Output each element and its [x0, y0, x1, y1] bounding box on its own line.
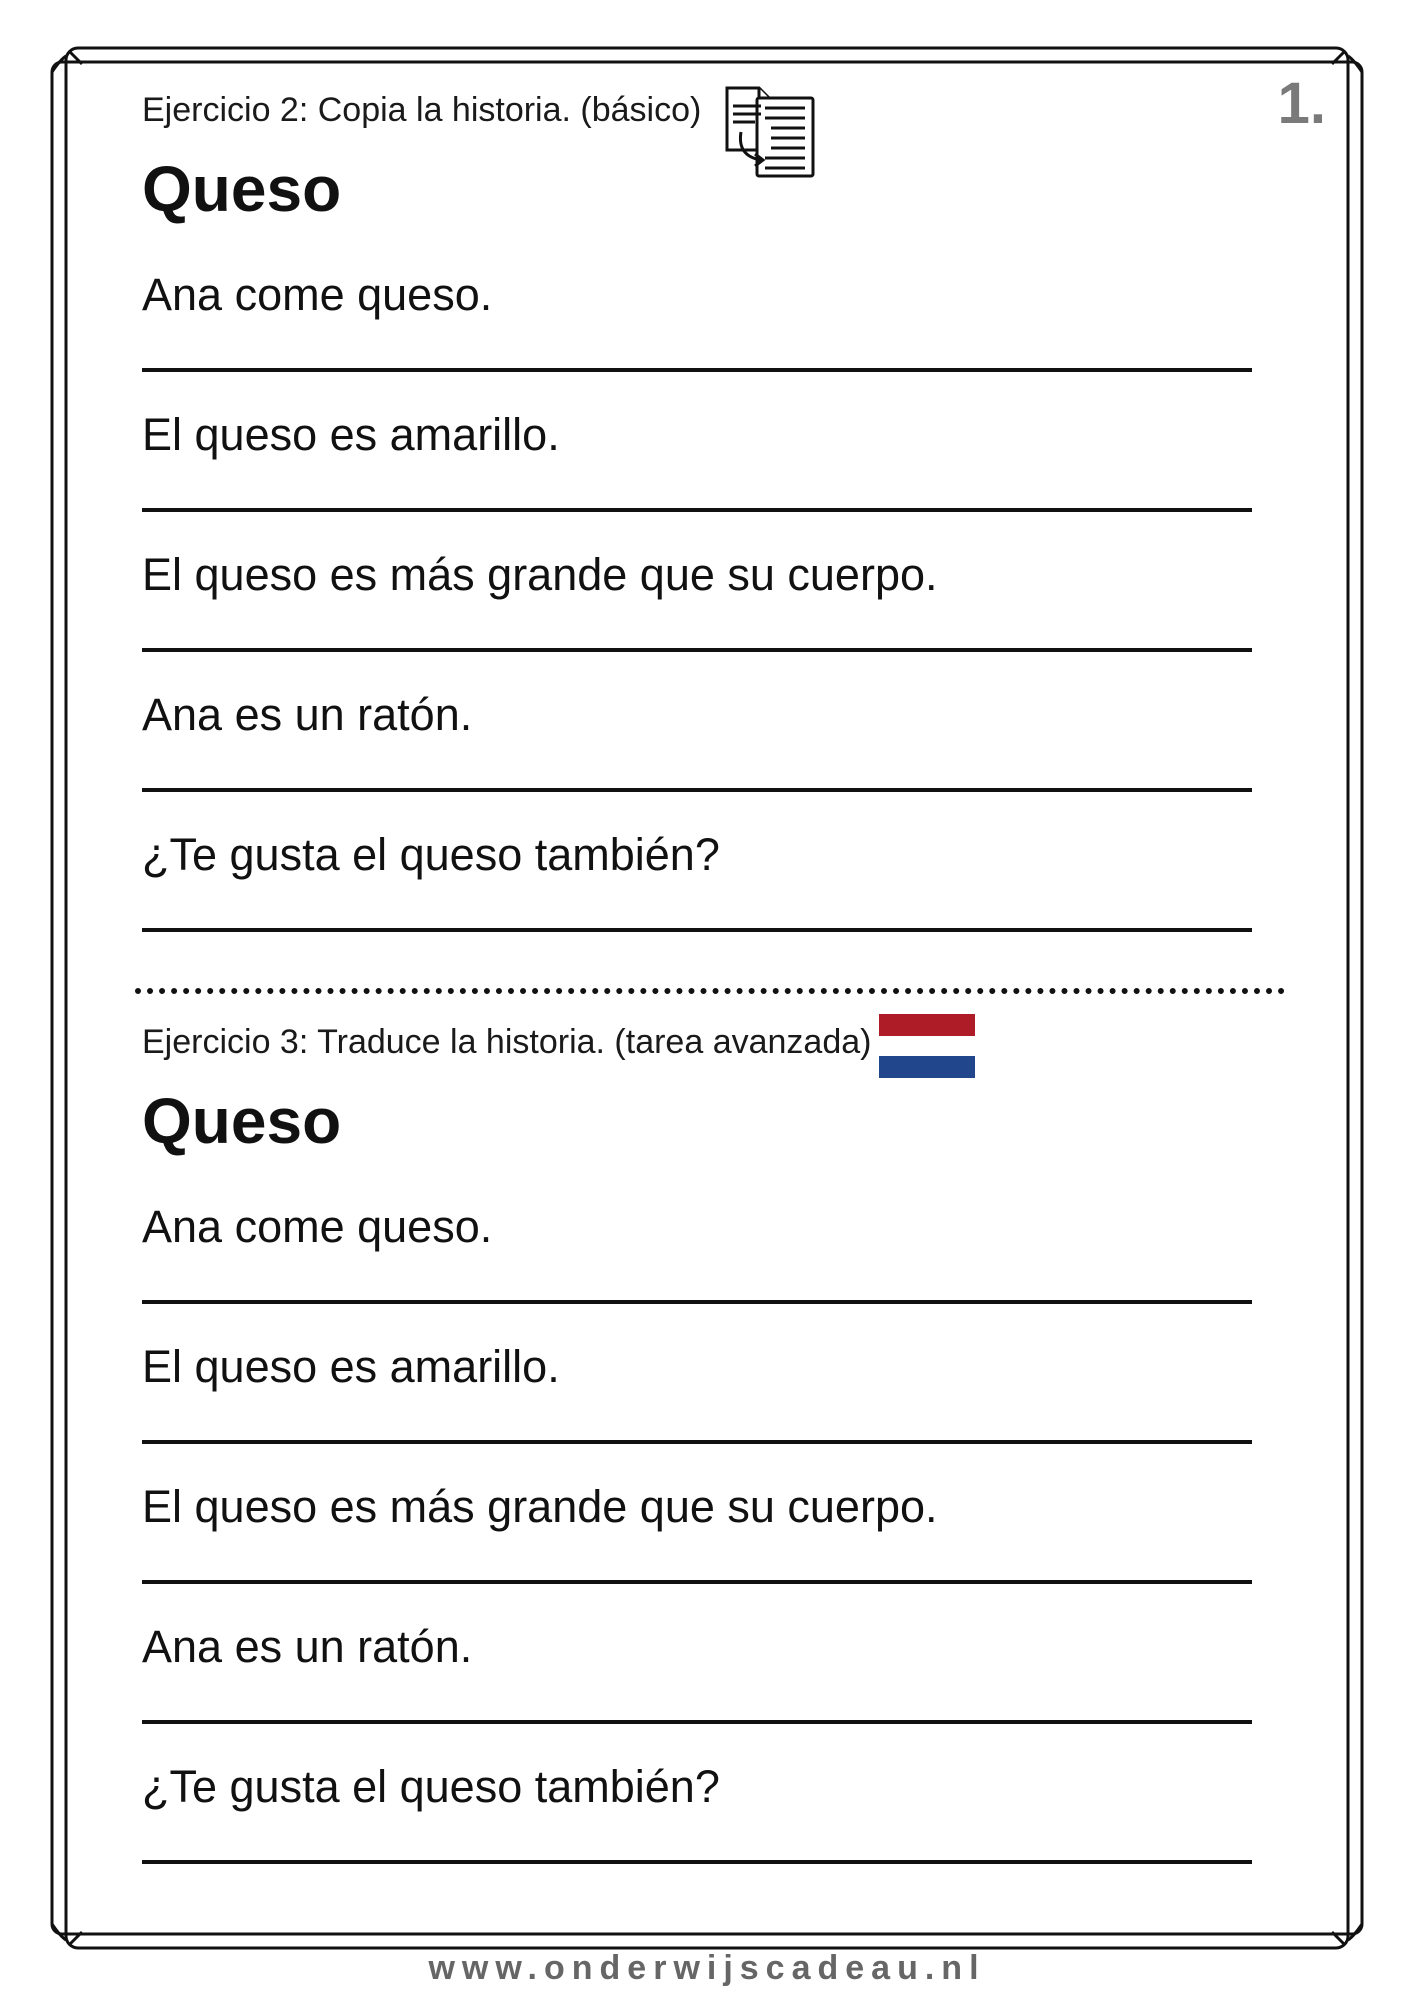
writing-line[interactable]	[142, 1440, 1252, 1444]
sentence-text: El queso es más grande que su cuerpo.	[142, 1481, 938, 1532]
sentence-text: ¿Te gusta el queso también?	[142, 1761, 720, 1812]
writing-line[interactable]	[142, 928, 1252, 932]
writing-line[interactable]	[142, 1300, 1252, 1304]
exercise-2-title: Queso	[142, 153, 342, 225]
sentence-text: El queso es amarillo.	[142, 1341, 560, 1392]
sentence-text: Ana es un ratón.	[142, 1621, 473, 1672]
exercise-3-label: Ejercicio 3: Traduce la historia. (tarea avanzada)	[142, 1022, 872, 1061]
exercise-3-sentences	[142, 1200, 1252, 1900]
writing-line[interactable]	[142, 508, 1252, 512]
sentence-row	[142, 1480, 1252, 1620]
sentence-row	[142, 688, 1252, 828]
sentence-text: El queso es amarillo.	[142, 409, 560, 460]
exercise-2-heading	[142, 80, 1252, 140]
writing-line[interactable]	[142, 1860, 1252, 1864]
exercise-2-section	[142, 80, 1252, 968]
writing-line[interactable]	[142, 1580, 1252, 1584]
sentence-row	[142, 1200, 1252, 1340]
page-number: 1.	[1277, 71, 1326, 136]
sentence-text: ¿Te gusta el queso también?	[142, 829, 720, 880]
sentence-text: Ana come queso.	[142, 1201, 493, 1252]
copy-document-icon	[721, 84, 817, 180]
exercise-3-section	[142, 1012, 1252, 1900]
sentence-row	[142, 1620, 1252, 1760]
sentence-row	[142, 828, 1252, 968]
sentence-text: El queso es más grande que su cuerpo.	[142, 549, 938, 600]
sentence-row	[142, 548, 1252, 688]
sentence-text: Ana come queso.	[142, 269, 493, 320]
writing-line[interactable]	[142, 788, 1252, 792]
writing-line[interactable]	[142, 648, 1252, 652]
netherlands-flag-icon	[879, 1014, 975, 1078]
sentence-row	[142, 408, 1252, 548]
exercise-3-title: Queso	[142, 1085, 342, 1157]
sentence-row	[142, 1760, 1252, 1900]
writing-line[interactable]	[142, 368, 1252, 372]
sentence-text: Ana es un ratón.	[142, 689, 473, 740]
footer-url[interactable]: www.onderwijscadeau.nl	[428, 1949, 986, 1987]
exercise-2-label: Ejercicio 2: Copia la historia. (básico)	[142, 90, 702, 129]
sentence-row	[142, 1340, 1252, 1480]
writing-line[interactable]	[142, 1720, 1252, 1724]
exercise-2-sentences	[142, 268, 1252, 968]
exercise-3-heading	[142, 1012, 1252, 1072]
dotted-divider	[135, 988, 1285, 994]
sentence-row	[142, 268, 1252, 408]
